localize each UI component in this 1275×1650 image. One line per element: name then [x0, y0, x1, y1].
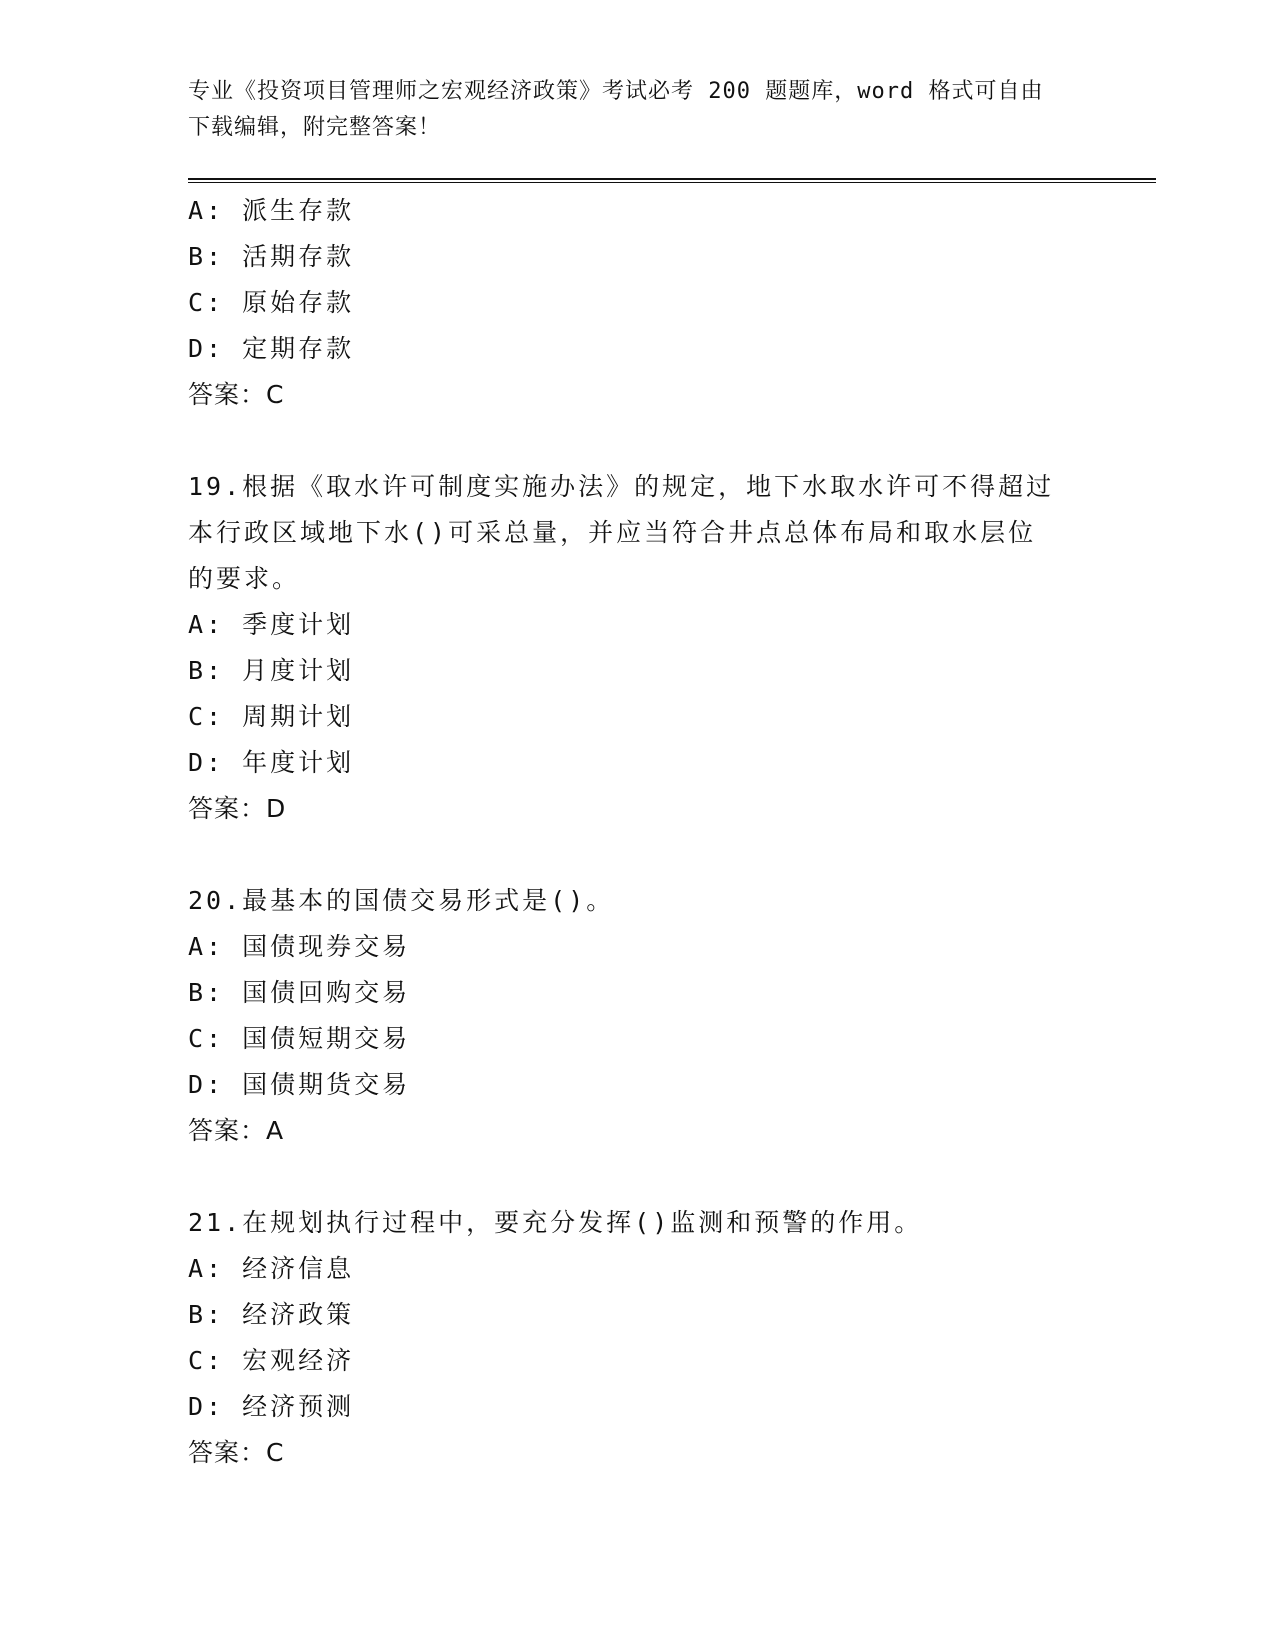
question-20 — [188, 878, 1088, 1154]
question-list — [188, 188, 1088, 1476]
option-d: D: 定期存款 — [188, 334, 355, 363]
question-text-line: 19.根据《取水许可制度实施办法》的规定，地下水取水许可不得超过 — [188, 472, 1055, 501]
question-text-line: 本行政区域地下水()可采总量，并应当符合井点总体布局和取水层位 — [188, 518, 1037, 547]
option-b: B: 国债回购交易 — [188, 978, 411, 1007]
option-c: C: 国债短期交易 — [188, 1024, 411, 1053]
question-text-line: 的要求。 — [188, 564, 301, 593]
answer: 答案：D — [188, 794, 287, 823]
document-header — [188, 74, 1088, 146]
option-c: C: 原始存款 — [188, 288, 355, 317]
option-b: B: 活期存款 — [188, 242, 355, 271]
option-a: A: 经济信息 — [188, 1254, 355, 1283]
option-c: C: 周期计划 — [188, 702, 355, 731]
answer: 答案：C — [188, 380, 285, 409]
option-a: A: 派生存款 — [188, 196, 355, 225]
option-a: A: 季度计划 — [188, 610, 355, 639]
option-b: B: 月度计划 — [188, 656, 355, 685]
question-18 — [188, 188, 1088, 418]
question-text-line: 21.在规划执行过程中，要充分发挥()监测和预警的作用。 — [188, 1208, 923, 1237]
header-divider — [188, 178, 1156, 183]
question-text-line: 20.最基本的国债交易形式是()。 — [188, 886, 615, 915]
answer: 答案：A — [188, 1116, 285, 1145]
header-line-1: 专业《投资项目管理师之宏观经济政策》考试必考 200 题题库，word 格式可自由 — [188, 79, 1044, 104]
question-19 — [188, 464, 1088, 832]
answer: 答案：C — [188, 1438, 285, 1467]
option-a: A: 国债现券交易 — [188, 932, 411, 961]
option-d: D: 国债期货交易 — [188, 1070, 411, 1099]
option-d: D: 经济预测 — [188, 1392, 355, 1421]
header-line-2: 下载编辑，附完整答案！ — [188, 115, 442, 140]
option-c: C: 宏观经济 — [188, 1346, 355, 1375]
option-d: D: 年度计划 — [188, 748, 355, 777]
option-b: B: 经济政策 — [188, 1300, 355, 1329]
question-21 — [188, 1200, 1088, 1476]
